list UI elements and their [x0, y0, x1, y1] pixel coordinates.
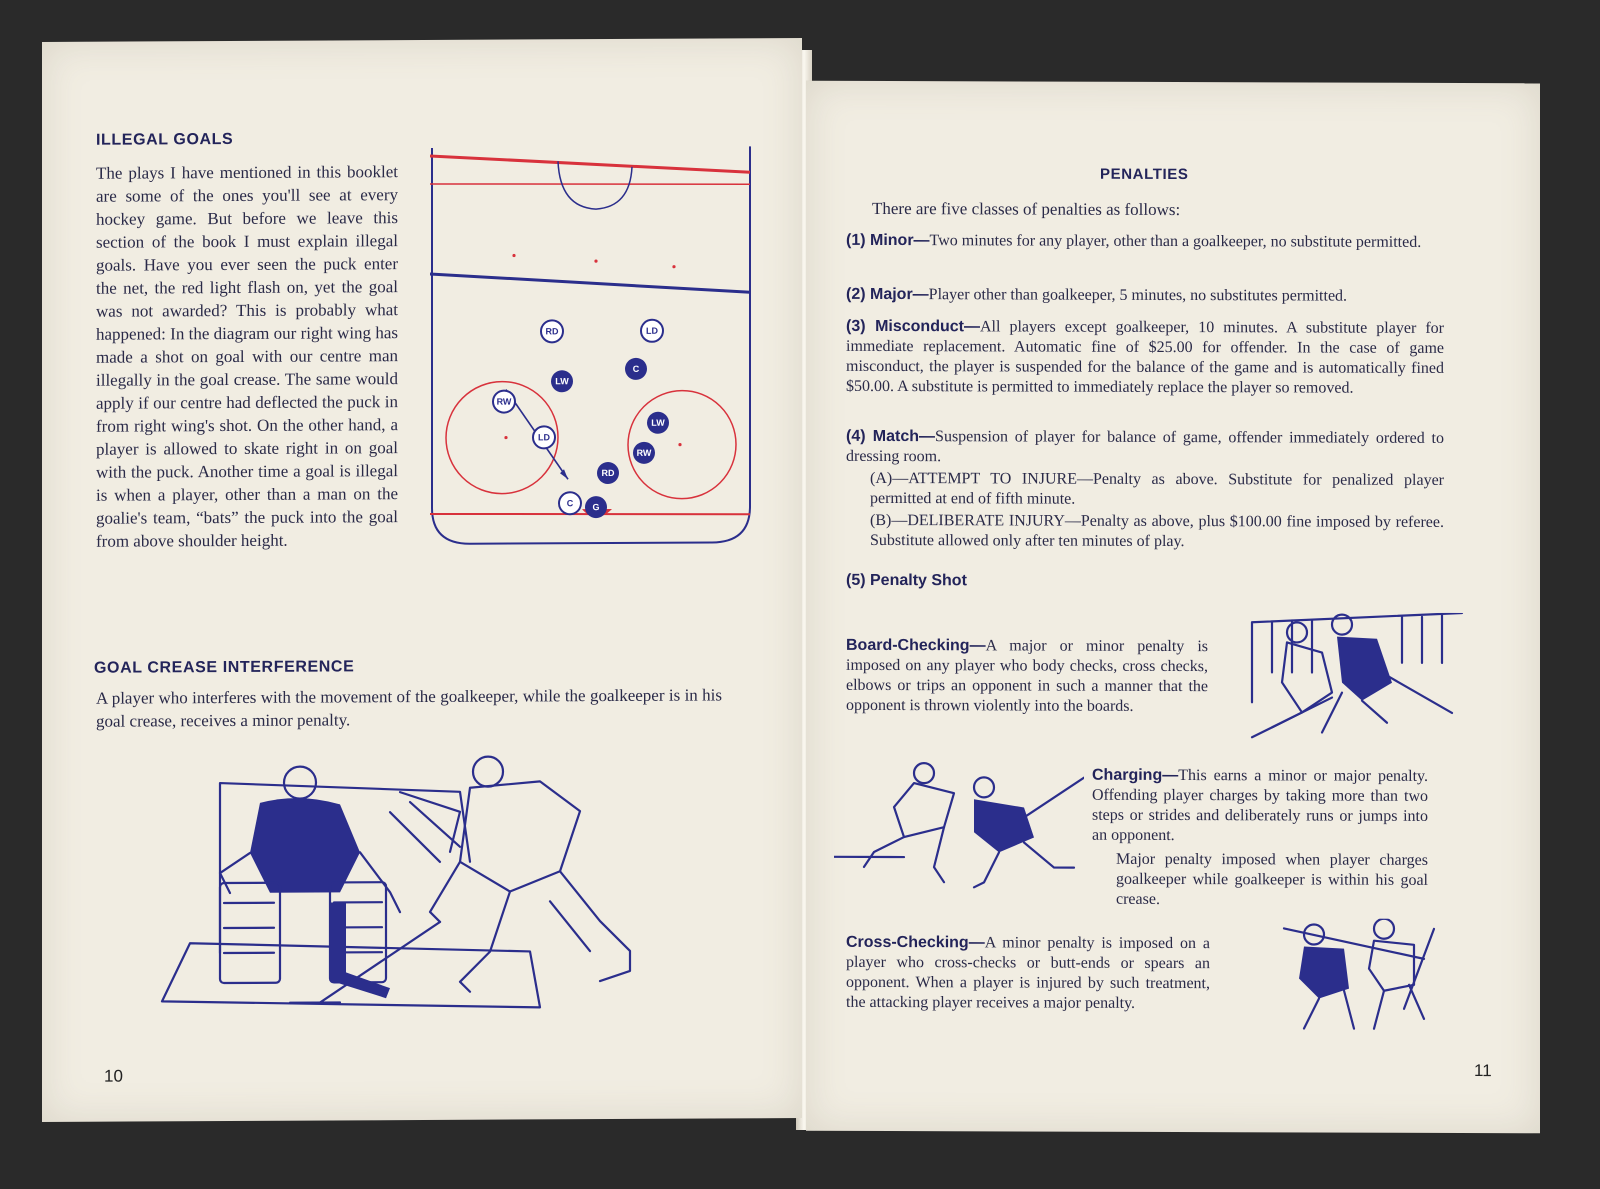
player-marker [585, 496, 607, 518]
player-marker [541, 320, 563, 342]
penalty-item-misconduct: (3) Misconduct—All players except goalkeeper, 10 minutes. A substitute player for immediate replacement. Automatic fine of $25.00 for offender. In the case of game misconduct, the player is suspended for the balance of the game and is automatically fined $50.00. A substitute is permitted to immediately replace the player so removed. [846, 317, 1445, 397]
svg-text:LW: LW [651, 417, 665, 428]
svg-text:C: C [632, 363, 640, 374]
svg-text:RW: RW [636, 447, 652, 458]
svg-text:RD: RD [545, 326, 559, 337]
player-marker [625, 358, 647, 380]
player-marker [597, 462, 619, 484]
player-marker [533, 426, 555, 448]
board-checking-text: Board-Checking—A major or minor penalty is imposed on any player who body checks, cross checks, elbows or trips an opponent in such a manner that the opponent is thrown violently into the boards. [846, 636, 1208, 715]
penalty-item-minor: (1) Minor—Two minutes for any player, other than a goalkeeper, no substitute permitted. [846, 231, 1422, 251]
left-page [42, 38, 802, 1122]
player-marker [493, 391, 515, 413]
penalties-heading: PENALTIES [1100, 165, 1189, 184]
goalie-and-player-illustration [160, 751, 660, 1016]
player-marker [633, 442, 655, 464]
svg-text:C: C [566, 498, 574, 509]
svg-text:LW: LW [555, 376, 569, 387]
goal-crease-text: A player who interferes with the movement of the goalkeeper, while the goalkeeper is in his goal crease, receives a minor penalty. [96, 685, 722, 731]
svg-text:G: G [592, 502, 600, 513]
charging-illustration [834, 757, 1084, 898]
cross-checking-text: Cross-Checking—A minor penalty is imposed on a player who cross-checks or butt-ends or spears an opponent. When a player is injured by such treatment, the attacking player receives a major penalty. [846, 933, 1210, 1012]
player-marker [551, 370, 573, 392]
rink-diagram [430, 146, 752, 546]
penalty-item-major: (2) Major—Player other than goalkeeper, 5 minutes, no substitutes permitted. [846, 285, 1348, 305]
match-sub-b: (B)—DELIBERATE INJURY—Penalty as above, plus $100.00 fine imposed by referee. Substitute allowed only after ten minutes of play. [870, 511, 1444, 551]
penalty-item-penalty-shot: (5) Penalty Shot [846, 571, 967, 590]
page-number: 10 [104, 1066, 123, 1086]
board-checking-illustration [1242, 612, 1466, 743]
page-number: 11 [1474, 1061, 1492, 1081]
match-sub-a: (A)—ATTEMPT TO INJURE—Penalty as above. Substitute for penalized player permitted at end of fifth minute. [870, 469, 1444, 508]
charging-text-2: Major penalty imposed when player charges goalkeeper while goalkeeper is within his goal crease. [1116, 850, 1428, 908]
penalties-intro: There are five classes of penalties as follows: [872, 198, 1181, 220]
right-page [806, 81, 1540, 1134]
svg-text:RD: RD [601, 467, 615, 479]
illegal-goals-heading: ILLEGAL GOALS [96, 130, 234, 149]
goal-crease-heading: GOAL CREASE INTERFERENCE [94, 658, 355, 677]
cross-checking-illustration [1274, 918, 1442, 1039]
charging-text: Charging—This earns a minor or major penalty. Offending player charges by taking more than two steps or strides and deliberately runs or jumps into an opponent. Major penalty imposed when player charges goalkeeper while goalkeeper is within his goal crease. [1092, 766, 1428, 911]
svg-text:LD: LD [646, 325, 658, 336]
player-marker [559, 492, 581, 514]
svg-text:LD: LD [538, 432, 550, 443]
player-marker [647, 412, 669, 434]
penalty-item-match: (4) Match—Suspension of player for balance of game, offender immediately ordered to dressing room. (A)—ATTEMPT TO INJURE—Penalty as above. Substitute for penalized player permitted at end of fifth minute. (B)—DELIBERATE INJURY—Penalty as above, plus $100.00 fine imposed by referee. Substitute allowed only after ten minutes of play. [846, 427, 1444, 553]
illegal-goals-text: The plays I have mentioned in this booklet are some of the ones you'll see at every hockey game. But before we leave this section of the book I must explain illegal goals. Have you ever seen the puck enter the net, the red light flash on, yet the goal was not awarded? This is probably what happened: In the diagram our right wing has made a shot on goal with our centre man illegally in the goal crease. The same would apply if our centre had deflected the puck in from right wing's shot. On the other hand, a player is allowed to skate right in on goal with the puck. Another time a goal is illegal is when a player, other than a man on the goalie's team, “bats” the puck into the goal from above shoulder height. [96, 162, 398, 551]
player-marker [641, 320, 663, 342]
svg-text:RW: RW [496, 396, 512, 407]
